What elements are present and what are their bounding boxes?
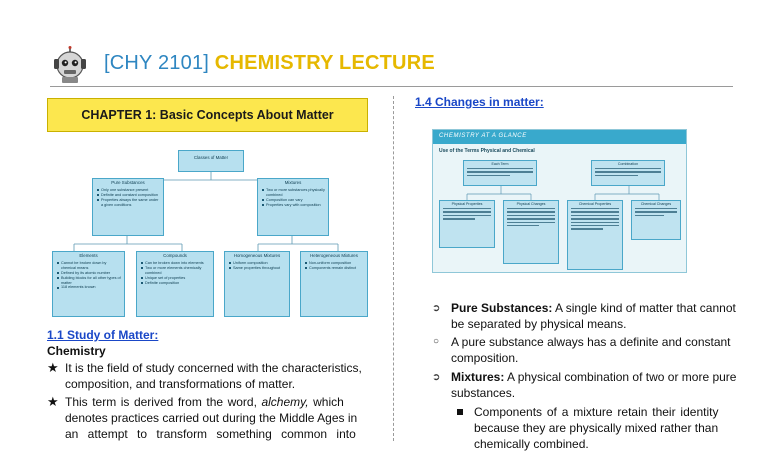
alchemy-origin-line1 xyxy=(65,394,368,411)
node-classes-of-matter xyxy=(178,150,244,172)
glance-text-line xyxy=(507,215,555,216)
node-item: Building blocks for all other types of matter xyxy=(57,276,121,286)
course-code: [CHY 2101] xyxy=(104,52,210,74)
glance-text-line xyxy=(595,175,638,176)
glance-node-chemical-properties xyxy=(567,200,623,270)
node-title: Classes of Matter xyxy=(193,155,229,160)
glance-node-each-term xyxy=(463,160,537,186)
glance-text-line xyxy=(443,211,491,212)
robot-mascot-icon xyxy=(48,46,92,84)
glance-text-line xyxy=(443,218,475,219)
alchemy-text-a: This term is derived from the word, xyxy=(65,395,262,409)
pure-substances-term: Pure Substances: xyxy=(451,301,553,315)
course-title: CHEMISTRY LECTURE xyxy=(214,52,435,74)
pure-substance-composition-line2: composition. xyxy=(451,351,519,365)
glance-text-line xyxy=(571,225,619,226)
glance-title: CHEMISTRY AT A GLANCE xyxy=(433,130,686,144)
column-divider xyxy=(393,96,394,441)
page-title xyxy=(104,52,435,75)
subsection-chemistry: Chemistry xyxy=(47,344,106,358)
pure-substance-composition-line1: A pure substance always has a definite and constant xyxy=(451,335,731,349)
node-item: Cannot be broken down by chemical means xyxy=(57,261,121,271)
glance-text-line xyxy=(635,215,664,216)
chapter-title-box xyxy=(47,98,368,132)
node-item: Definite composition xyxy=(141,281,210,286)
node-title: Pure Substances xyxy=(111,180,145,185)
glance-text-line xyxy=(443,215,491,216)
header-divider xyxy=(50,86,733,87)
pure-substances-line2: be separated by physical means. xyxy=(451,317,627,331)
glance-text-line xyxy=(507,211,555,212)
glance-node-title: Chemical Changes xyxy=(640,202,672,206)
node-item: Properties always the same under a given conditions xyxy=(97,198,160,208)
mixture-components-line2: because they are physically mixed rather than xyxy=(474,421,719,435)
classes-of-matter-diagram xyxy=(52,150,370,320)
glance-node-title: Each Term xyxy=(491,162,509,166)
circle-bullet-icon: ○ xyxy=(433,336,440,347)
glance-text-line xyxy=(595,168,661,169)
node-item: Same properties throughout xyxy=(229,266,286,271)
node-item: Definite and constant composition xyxy=(97,193,160,198)
node-item: Components remain distinct xyxy=(305,266,364,271)
node-title: Mixtures xyxy=(284,180,302,185)
mixture-components-line1: Components of a mixture retain their identity xyxy=(474,405,719,419)
mixtures-line2: substances. xyxy=(451,386,516,400)
chemistry-definition-line1: It is the field of study concerned with the characteristics, xyxy=(65,361,362,375)
glance-node-combination xyxy=(591,160,665,186)
node-item: Composition can vary xyxy=(262,198,325,203)
node-title: Heterogeneous Mixtures xyxy=(310,253,358,258)
glance-text-line xyxy=(507,208,555,209)
section-study-of-matter[interactable]: 1.1 Study of Matter: xyxy=(47,328,159,342)
glance-node-physical-properties xyxy=(439,200,495,248)
node-mixtures xyxy=(257,178,329,236)
node-homogeneous-mixtures xyxy=(224,251,290,317)
glance-text-line xyxy=(635,208,677,209)
alchemy-origin-line3: an attempt to transform something common into xyxy=(65,427,356,441)
node-item: Two or more elements chemically combined xyxy=(141,266,210,276)
glance-node-chemical-changes xyxy=(631,200,681,240)
glance-node-physical-changes xyxy=(503,200,559,264)
node-item: 118 elements known xyxy=(57,285,121,290)
chemistry-definition-line2: composition, and transformations of matter. xyxy=(65,377,296,391)
node-pure-substances xyxy=(92,178,164,236)
glance-text-line xyxy=(507,222,555,223)
glance-text-line xyxy=(571,211,619,212)
node-item: Two or more substances physically combined xyxy=(262,188,325,198)
glance-text-line xyxy=(571,228,603,229)
glance-text-line xyxy=(467,168,533,169)
node-item: Uniform composition xyxy=(229,261,286,266)
glance-node-title: Physical Changes xyxy=(516,202,546,206)
node-item: Defined by its atomic number xyxy=(57,271,121,276)
mixtures-line1 xyxy=(451,369,741,386)
glance-text-line xyxy=(635,211,677,212)
node-item: Properties vary with composition xyxy=(262,203,325,208)
glance-text-line xyxy=(571,222,619,223)
glance-node-title: Chemical Properties xyxy=(578,202,612,206)
page-header xyxy=(48,46,738,86)
chemistry-at-a-glance-figure xyxy=(432,129,687,273)
node-title: Homogeneous Mixtures xyxy=(233,253,281,258)
node-elements xyxy=(52,251,125,317)
star-bullet-icon: ★ xyxy=(47,360,59,375)
mixtures-term: Mixtures: xyxy=(451,370,505,384)
glance-node-title: Combination xyxy=(617,162,639,166)
section-changes-in-matter[interactable]: 1.4 Changes in matter: xyxy=(415,95,544,109)
glance-node-title: Physical Properties xyxy=(451,202,483,206)
square-bullet-icon xyxy=(457,409,463,415)
star-bullet-icon: ★ xyxy=(47,394,59,409)
glance-text-line xyxy=(467,171,533,172)
alchemy-text-b: which xyxy=(308,395,344,409)
alchemy-origin-line2: denotes practices carried out during the Middle Ages in xyxy=(65,411,358,425)
glance-text-line xyxy=(571,215,619,216)
leaf-bullet-icon: ➲ xyxy=(432,303,441,314)
chapter-title: CHAPTER 1: Basic Concepts About Matter xyxy=(81,108,334,122)
node-compounds xyxy=(136,251,214,317)
mixture-components-line3: chemically combined. xyxy=(474,437,589,451)
pure-substances-line1 xyxy=(451,300,741,317)
node-title: Compounds xyxy=(163,253,187,258)
node-item: Non-uniform composition xyxy=(305,261,364,266)
pure-substances-def: A single kind of matter that cannot xyxy=(552,301,736,315)
node-heterogeneous-mixtures xyxy=(300,251,368,317)
glance-text-line xyxy=(571,218,619,219)
mixtures-def: A physical combination of two or more pure xyxy=(504,370,737,384)
glance-subtitle: Use of the Terms Physical and Chemical xyxy=(439,148,535,154)
node-title: Elements xyxy=(79,253,98,258)
alchemy-word: alchemy, xyxy=(261,395,309,409)
node-item: Can be broken down into elements xyxy=(141,261,210,266)
leaf-bullet-icon: ➲ xyxy=(432,372,441,383)
glance-text-line xyxy=(443,208,491,209)
node-item: Only one substance present xyxy=(97,188,160,193)
glance-text-line xyxy=(571,208,619,209)
glance-text-line xyxy=(507,218,555,219)
glance-text-line xyxy=(507,225,539,226)
glance-text-line xyxy=(595,171,661,172)
node-item: Unique set of properties xyxy=(141,276,210,281)
glance-text-line xyxy=(467,175,510,176)
